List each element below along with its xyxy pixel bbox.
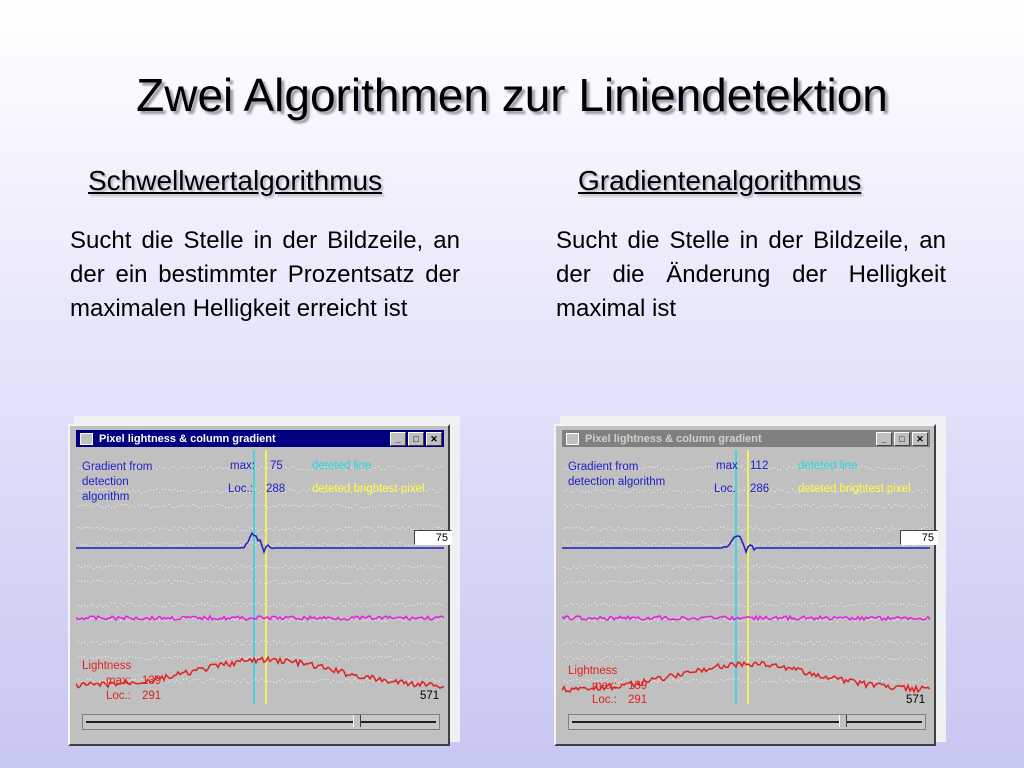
detected-brightest-label: deteted brightest pixel [312,483,425,495]
threshold-field[interactable]: 75 [414,530,452,545]
max-label: max: [230,460,255,472]
app-icon[interactable] [80,433,93,445]
noise-row [78,580,442,584]
gradient-label: Gradient from detection algorithm [82,461,153,503]
lightness-max-value: 139 [142,675,162,687]
window-title: Pixel lightness & column gradient [585,432,762,445]
middle-curve [76,616,444,620]
lightness-max-value: 139 [628,680,648,692]
max-value: 75 [270,460,283,472]
loc-value: 288 [266,483,286,495]
loc-label: Loc.: [228,483,253,495]
loc-value: 286 [750,483,770,495]
left-description: Sucht die Stelle in der Bildzeile, an der ein bestimmter Prozentsatz der maximalen Helligkeit erreicht ist [70,227,460,322]
lightness-loc-label: Loc.: [106,690,131,702]
max-label: max [716,460,738,472]
plot-area [562,450,934,706]
minimize-icon[interactable]: _ [390,432,406,446]
noise-row [564,679,928,683]
lightness-max-label: max: [592,680,617,692]
scroll-thumb[interactable] [839,715,847,727]
noise-row [78,565,442,569]
minimize-icon[interactable]: _ [876,432,892,446]
threshold-field[interactable]: 75 [900,530,938,545]
scroll-thumb[interactable] [353,715,361,727]
window-titlebar[interactable] [76,430,444,447]
gradient-curve [76,533,444,552]
horizontal-scrollbar[interactable] [568,714,926,730]
pixel-lightness-window-right[interactable] [554,424,936,746]
noise-row [564,656,928,660]
noise-row [78,527,442,531]
window-titlebar[interactable] [562,430,930,447]
left-heading: Schwellwertalgorithmus [88,165,383,196]
maximize-icon[interactable]: □ [408,432,424,446]
noise-row [78,603,442,607]
window-title: Pixel lightness & column gradient [99,432,276,445]
position-counter: 571 [420,690,440,702]
detected-line-label: deteted line [312,460,372,472]
lightness-label: Lightness [568,665,618,677]
lightness-loc-value: 291 [628,694,648,706]
noise-row [564,542,928,546]
right-heading: Gradientenalgorithmus [578,165,862,196]
gradient-label: Gradient from detection algorithm [568,461,666,488]
noise-row [78,641,442,645]
detected-brightest-label: deteted brightest pixel [798,483,911,495]
loc-label: Loc. [714,483,736,495]
close-icon[interactable]: ✕ [426,432,442,446]
scroll-track [86,721,436,723]
noise-row [564,565,928,569]
middle-curve [562,616,930,620]
lightness-loc-label: Loc.: [592,694,617,706]
gradient-curve [562,536,930,552]
noise-row [564,504,928,508]
plot-area [76,450,448,704]
maximize-icon[interactable]: □ [894,432,910,446]
detected-line-label: deteted line [798,460,858,472]
noise-row [564,527,928,531]
position-counter: 571 [906,694,926,706]
pixel-lightness-window-left[interactable] [68,424,450,746]
lightness-label: Lightness [82,660,132,672]
noise-row [564,603,928,607]
app-icon[interactable] [566,433,579,445]
noise-row [564,580,928,584]
lightness-loc-value: 291 [142,690,162,702]
scroll-track [572,721,922,723]
noise-row [564,641,928,645]
right-description: Sucht die Stelle in der Bildzeile, an der die Änderung der Helligkeit maximal ist [556,227,946,322]
max-value: 112 [750,460,769,472]
close-icon[interactable]: ✕ [912,432,928,446]
horizontal-scrollbar[interactable] [82,714,440,730]
lightness-max-label: max: [106,675,131,687]
slide-title: Zwei Algorithmen zur Liniendetektion [136,69,888,121]
